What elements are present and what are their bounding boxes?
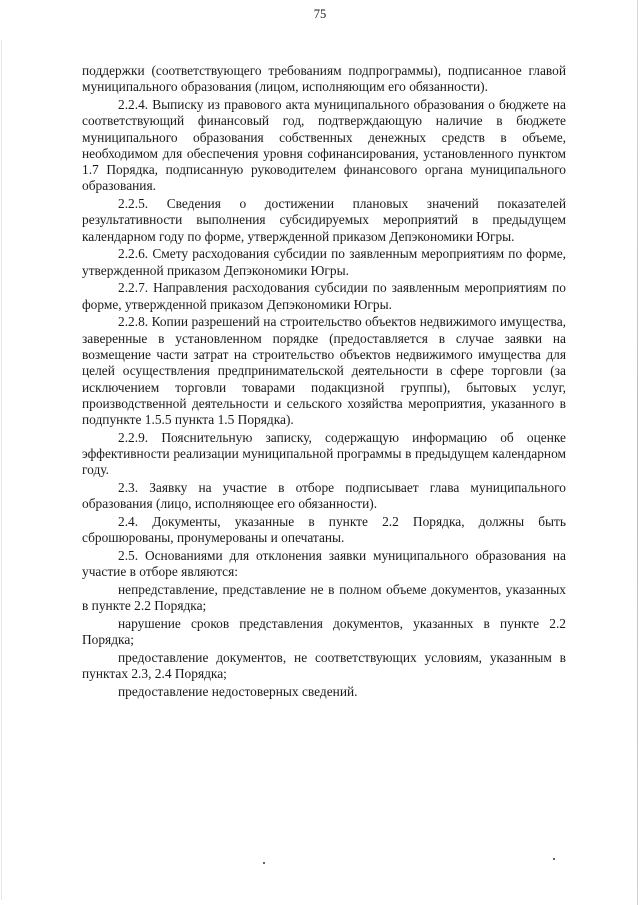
paragraph-2-2-8: 2.2.8. Копии разрешений на строительство объектов недвижимого имущества, заверенные в установленном порядке (предоставляется в случае заявки на возмещение части затрат на строительство объектов недвижимого имущества для целей осуществления предпринимательской деятельности в сфере торговли (за исключением торговли товарами подакцизной группы), бытовых услуг, производственной деятельности и сельского хозяйства мероприятия, указанного в подпункте 1.5.5 пункта 1.5 Порядка). <box>82 314 566 428</box>
list-item-false-information: предоставление недостоверных сведений. <box>118 684 358 700</box>
document-body <box>82 63 566 702</box>
paragraph-2-2-4: 2.2.4. Выписку из правового акта муниципального образования о бюджете на соответствующий финансовый год, подтверждающую наличие в бюджете муниципального образования собственных денежных средств в объеме, необходимом для обеспечения уровня софинансирования, установленного пунктом 1.7 Порядка, подписанную руководителем финансового органа муниципального образования. <box>82 96 566 194</box>
paragraph-2-2-9: 2.2.9. Пояснительную записку, содержащую информацию об оценке эффективности реализации муниципальной программы в предыдущем календарном году. <box>82 429 566 478</box>
page-number: 75 <box>313 7 327 21</box>
paragraph-2-3: 2.3. Заявку на участие в отборе подписывает глава муниципального образования (лицо, исполняющее его обязанности). <box>82 480 566 512</box>
list-item-deadline-violation: нарушение сроков представления документов, указанных в пункте 2.2 Порядка; <box>82 616 566 648</box>
scan-edge-right <box>637 0 638 905</box>
list-item-nonconforming-documents: предоставление документов, не соответствующих условиям, указанным в пунктах 2.3, 2.4 Порядка; <box>82 650 566 682</box>
list-item-nonsubmission: непредставление, представление не в полном объеме документов, указанных в пункте 2.2 Порядка; <box>82 582 566 614</box>
paragraph-2-2-7: 2.2.7. Направления расходования субсидии по заявленным мероприятиям по форме, утвержденной приказом Депэкономики Югры. <box>82 280 566 312</box>
scan-speck <box>553 858 555 860</box>
paragraph-2-2-5: 2.2.5. Сведения о достижении плановых значений показателей результативности выполнения субсидируемых мероприятий в предыдущем календарном году по форме, утвержденной приказом Депэкономики Югры. <box>82 196 566 244</box>
paragraph-2-4: 2.4. Документы, указанные в пункте 2.2 Порядка, должны быть сброшюрованы, пронумерованы и опечатаны. <box>82 514 566 546</box>
paragraph-continuation: поддержки (соответствующего требованиям подпрограммы), подписанное главой муниципального образования (лицом, исполняющим его обязанности). <box>82 63 566 95</box>
scan-speck <box>263 862 265 864</box>
paragraph-2-2-6: 2.2.6. Смету расходования субсидии по заявленным мероприятиям по форме, утвержденной приказом Депэкономики Югры. <box>82 246 566 278</box>
scan-edge-left <box>1 40 2 900</box>
paragraph-2-5: 2.5. Основаниями для отклонения заявки муниципального образования на участие в отборе являются: <box>82 548 566 580</box>
